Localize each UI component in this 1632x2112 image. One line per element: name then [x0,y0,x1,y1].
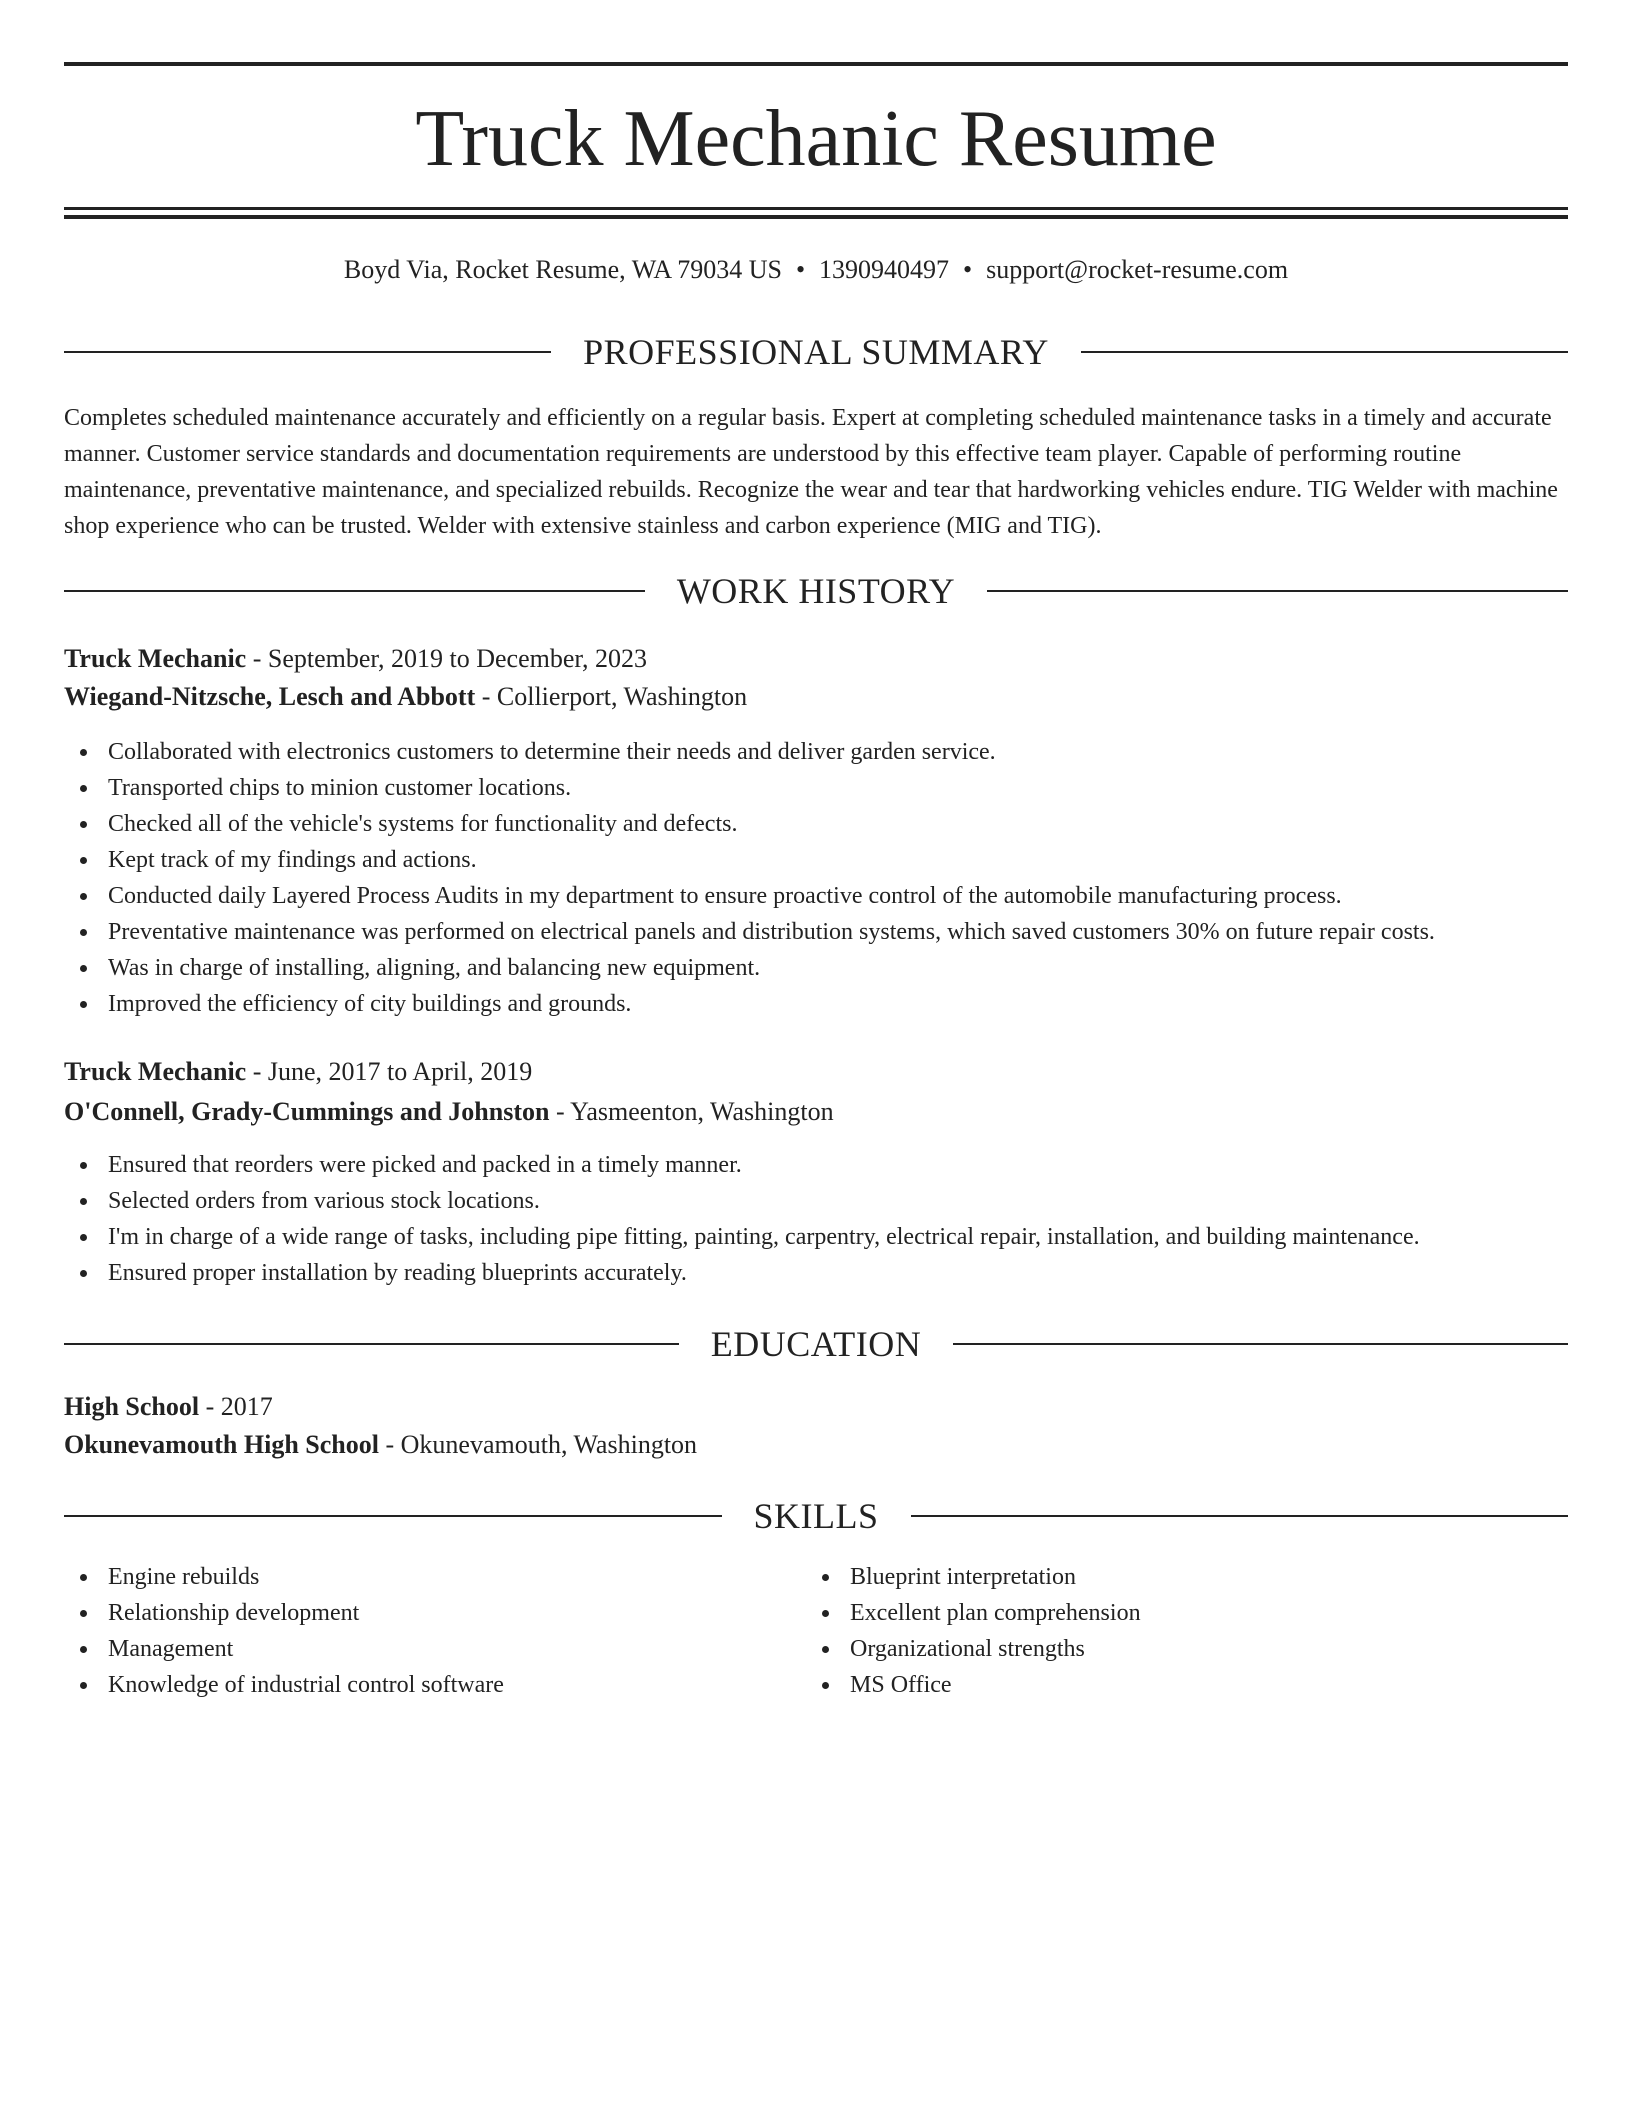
skill-item: Engine rebuilds [64,1559,1568,1595]
job-title: Truck Mechanic [64,1057,247,1086]
education-degree: High School [64,1392,200,1421]
list-item: Was in charge of installing, aligning, and balancing new equipment. [64,950,1568,986]
list-item: Checked all of the vehicle's systems for functionality and defects. [64,806,1568,842]
contact-email: support@rocket-resume.com [986,255,1289,284]
list-item: Collaborated with electronics customers to determine their needs and deliver garden service. [64,734,1568,770]
contact-line [64,252,1568,288]
list-item: Improved the efficiency of city buildings and grounds. [64,986,1568,1022]
job-title: Truck Mechanic [64,644,247,673]
job-location: - Yasmeenton, Washington [549,1097,834,1126]
summary-text: Completes scheduled maintenance accurately and efficiently on a regular basis. Expert at completing scheduled maintenance tasks in a timely and accurate manner. Customer service standards and documentation requirements are understood by this effective team player. Capable of performing routine maintenance, preventative maintenance, and specialized rebuilds. Recognize the wear and tear that hardworking vehicles endure. TIG Welder with machine shop experience who can be trusted. Welder with extensive stainless and carbon experience (MIG and TIG). [64,405,1558,539]
education-location: - Okunevamouth, Washington [378,1430,698,1459]
job-bullets [64,1147,1568,1291]
job-bullets [64,734,1568,1022]
job-company-line [64,678,1568,716]
section-heading-skills [64,1492,1568,1540]
contact-separator: • [963,255,973,284]
job-location: - Collierport, Washington [475,682,748,711]
heading-rule [64,1515,722,1517]
heading-rule [64,1343,679,1345]
list-item: Preventative maintenance was performed on electrical panels and distribution systems, which saved customers 30% on future repair costs. [64,914,1568,950]
section-title: SKILLS [753,1496,879,1536]
section-title: PROFESSIONAL SUMMARY [583,332,1049,372]
page-title: Truck Mechanic Resume [415,95,1217,183]
heading-rule [64,590,645,592]
skill-item: Blueprint interpretation [806,1559,1632,1595]
skill-item: Organizational strengths [806,1631,1632,1667]
title-rule-lower [64,215,1568,219]
section-title: WORK HISTORY [676,571,956,611]
top-rule [64,62,1568,66]
heading-rule [64,351,551,353]
list-item: Selected orders from various stock locations. [64,1183,1568,1219]
section-title: EDUCATION [710,1324,922,1364]
skill-item: Excellent plan comprehension [806,1595,1632,1631]
section-heading-education [64,1320,1568,1368]
section-heading-summary [64,328,1568,376]
job-title-line [64,640,1568,678]
heading-rule [911,1515,1569,1517]
list-item: I'm in charge of a wide range of tasks, including pipe fitting, painting, carpentry, electrical repair, installation, and building maintenance. [64,1219,1568,1255]
contact-phone: 1390940497 [819,255,950,284]
job-company-line [64,1093,1568,1131]
job-dates: - June, 2017 to April, 2019 [246,1057,533,1086]
title-rule-upper [64,207,1568,210]
skill-item: Relationship development [64,1595,1568,1631]
heading-rule [1081,351,1568,353]
skill-item: Knowledge of industrial control software [64,1667,1568,1703]
list-item: Transported chips to minion customer locations. [64,770,1568,806]
job-title-line [64,1053,1568,1091]
education-school: Okunevamouth High School [64,1430,379,1459]
contact-address: Boyd Via, Rocket Resume, WA 79034 US [343,255,782,284]
skill-item: MS Office [806,1667,1632,1703]
job-company: Wiegand-Nitzsche, Lesch and Abbott [64,682,476,711]
list-item: Kept track of my findings and actions. [64,842,1568,878]
education-year: - 2017 [199,1392,273,1421]
heading-rule [953,1343,1568,1345]
job-company: O'Connell, Grady-Cummings and Johnston [64,1097,550,1126]
list-item: Conducted daily Layered Process Audits in my department to ensure proactive control of the automobile manufacturing process. [64,878,1568,914]
skills-list-right [806,1559,1632,1703]
skill-item: Management [64,1631,1568,1667]
heading-rule [987,590,1568,592]
education-school-line [64,1426,1568,1464]
job-dates: - September, 2019 to December, 2023 [246,644,648,673]
contact-separator: • [795,255,806,284]
section-heading-work [64,567,1568,615]
education-degree-line [64,1388,1568,1426]
list-item: Ensured proper installation by reading blueprints accurately. [64,1255,1568,1291]
list-item: Ensured that reorders were picked and packed in a timely manner. [64,1147,1568,1183]
